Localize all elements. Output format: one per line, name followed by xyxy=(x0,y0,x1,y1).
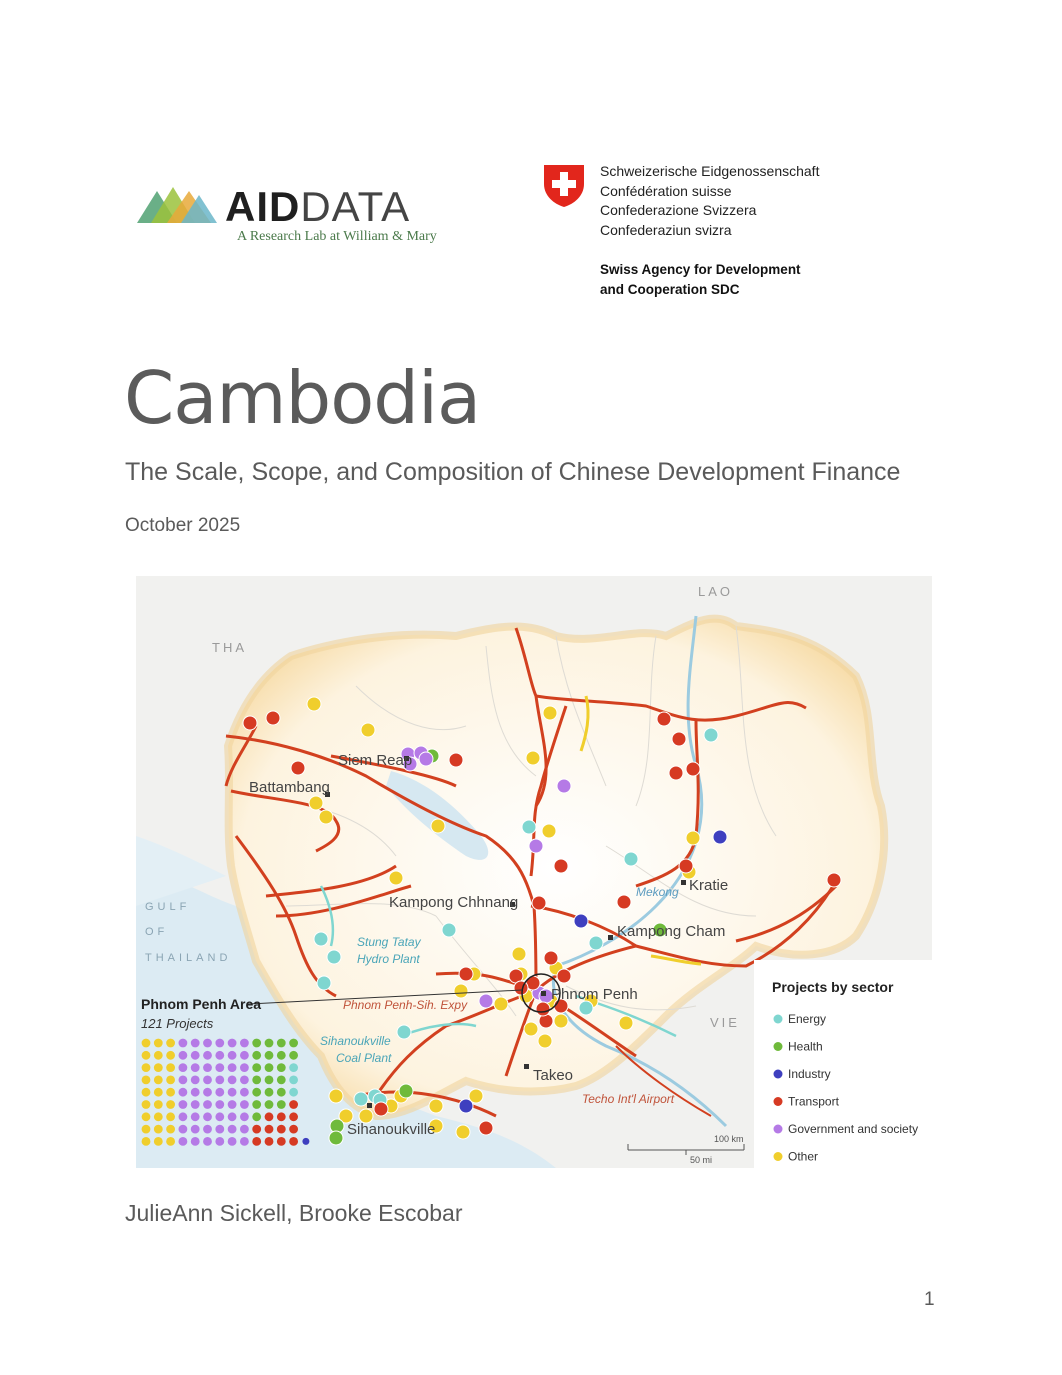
city-label-siem-reap: Siem Reap xyxy=(338,752,413,769)
inset-dot xyxy=(265,1125,274,1134)
inset-dot xyxy=(166,1100,175,1109)
inset-dot xyxy=(289,1125,298,1134)
city-label-kratie: Kratie xyxy=(689,877,729,894)
inset-dot xyxy=(252,1112,261,1121)
inset-dot xyxy=(228,1100,237,1109)
inset-dot xyxy=(252,1051,261,1060)
legend-swatch-4 xyxy=(774,1125,783,1134)
inset-dot xyxy=(252,1063,261,1072)
inset-dot xyxy=(142,1088,151,1097)
inset-dot xyxy=(191,1051,200,1060)
inset-dot xyxy=(203,1100,212,1109)
inset-dot xyxy=(289,1112,298,1121)
annotation-expressway: Phnom Penh-Sih. Expy xyxy=(343,998,468,1012)
inset-dot xyxy=(191,1100,200,1109)
swiss-name-fr: Confédération suisse xyxy=(600,183,732,199)
inset-dot xyxy=(203,1112,212,1121)
inset-dot xyxy=(154,1051,163,1060)
inset-dot xyxy=(179,1063,188,1072)
inset-dot xyxy=(240,1100,249,1109)
inset-dot xyxy=(142,1125,151,1134)
river-label-mekong: Mekong xyxy=(636,885,679,899)
aiddata-tagline: A Research Lab at William & Mary xyxy=(237,229,437,244)
city-label-kampong-cham: Kampong Cham xyxy=(617,923,726,940)
city-label-phnom-penh: Phnom Penh xyxy=(551,986,638,1003)
inset-dot xyxy=(240,1125,249,1134)
inset-dot xyxy=(252,1125,261,1134)
inset-dot xyxy=(179,1039,188,1048)
inset-dot xyxy=(142,1076,151,1085)
inset-dot xyxy=(252,1076,261,1085)
inset-dot xyxy=(265,1039,274,1048)
inset-dot xyxy=(265,1100,274,1109)
legend-swatch-0 xyxy=(774,1015,783,1024)
page-subtitle: The Scale, Scope, and Composition of Chinese Development Finance xyxy=(125,458,901,486)
inset-dot xyxy=(277,1112,286,1121)
inset-dot xyxy=(277,1076,286,1085)
inset-dot xyxy=(252,1088,261,1097)
inset-dot xyxy=(191,1088,200,1097)
inset-dot xyxy=(179,1112,188,1121)
inset-dot xyxy=(277,1051,286,1060)
annotation-stung-tatay-1: Stung Tatay xyxy=(357,935,421,949)
swiss-name-de: Schweizerische Eidgenossenschaft xyxy=(600,163,820,179)
inset-dot xyxy=(166,1125,175,1134)
inset-dot xyxy=(289,1076,298,1085)
inset-dot xyxy=(277,1063,286,1072)
inset-dot xyxy=(154,1137,163,1146)
inset-dot xyxy=(265,1051,274,1060)
inset-dot xyxy=(142,1039,151,1048)
inset-dot xyxy=(215,1137,224,1146)
inset-dot xyxy=(240,1063,249,1072)
inset-title: Phnom Penh Area xyxy=(141,996,262,1012)
inset-dot xyxy=(166,1112,175,1121)
sea-label-2: OF xyxy=(145,926,169,938)
inset-dot xyxy=(265,1088,274,1097)
inset-dot xyxy=(252,1039,261,1048)
inset-subtitle: 121 Projects xyxy=(141,1016,214,1031)
aiddata-wordmark: AIDDATA xyxy=(225,183,411,230)
inset-dot xyxy=(215,1063,224,1072)
inset-dot xyxy=(265,1112,274,1121)
inset-dot xyxy=(215,1125,224,1134)
inset-dot xyxy=(179,1137,188,1146)
inset-dot xyxy=(302,1138,309,1145)
inset-dot xyxy=(179,1051,188,1060)
inset-dot xyxy=(215,1088,224,1097)
inset-dot xyxy=(142,1100,151,1109)
inset-dot xyxy=(289,1100,298,1109)
inset-dot xyxy=(228,1039,237,1048)
inset-dot xyxy=(277,1039,286,1048)
annotation-airport: Techo Int'l Airport xyxy=(582,1092,675,1106)
inset-dot xyxy=(203,1063,212,1072)
inset-dot xyxy=(215,1051,224,1060)
inset-dot xyxy=(277,1137,286,1146)
inset-dot xyxy=(289,1039,298,1048)
inset-dot xyxy=(203,1137,212,1146)
inset-dot xyxy=(166,1039,175,1048)
swiss-name-it: Confederazione Svizzera xyxy=(600,202,757,218)
inset-dot xyxy=(265,1063,274,1072)
legend-label-3: Transport xyxy=(788,1094,839,1109)
inset-dot xyxy=(142,1063,151,1072)
inset-dot xyxy=(252,1100,261,1109)
scale-mi-label: 50 mi xyxy=(690,1155,713,1165)
legend-label-4: Government and society xyxy=(788,1122,919,1136)
inset-dot xyxy=(228,1112,237,1121)
inset-dot xyxy=(142,1137,151,1146)
country-label-vie: VIE xyxy=(710,1015,740,1030)
inset-dot xyxy=(265,1137,274,1146)
inset-dot xyxy=(240,1039,249,1048)
inset-dot xyxy=(179,1125,188,1134)
inset-dot xyxy=(179,1076,188,1085)
inset-dot xyxy=(154,1112,163,1121)
inset-dot xyxy=(289,1063,298,1072)
legend-label-2: Industry xyxy=(788,1067,831,1081)
inset-dot xyxy=(154,1088,163,1097)
inset-dot xyxy=(203,1088,212,1097)
inset-dot xyxy=(166,1063,175,1072)
swiss-name-rm: Confederaziun svizra xyxy=(600,222,732,238)
inset-dot xyxy=(166,1137,175,1146)
annotation-stung-tatay-2: Hydro Plant xyxy=(357,952,420,966)
inset-dot xyxy=(191,1112,200,1121)
sea-label-1: GULF xyxy=(145,901,191,913)
inset-dot xyxy=(215,1076,224,1085)
inset-dot xyxy=(154,1100,163,1109)
inset-dot xyxy=(203,1125,212,1134)
inset-dot xyxy=(228,1051,237,1060)
swiss-agency-line-1: Swiss Agency for Development xyxy=(600,262,801,277)
inset-dot xyxy=(289,1137,298,1146)
report-date: October 2025 xyxy=(125,515,241,536)
cambodia-map xyxy=(136,576,932,1168)
inset-dot xyxy=(215,1112,224,1121)
map-svg xyxy=(136,576,932,1168)
legend-swatch-3 xyxy=(774,1097,783,1106)
inset-dot xyxy=(154,1076,163,1085)
inset-dot xyxy=(240,1088,249,1097)
inset-dot xyxy=(142,1051,151,1060)
inset-dot xyxy=(166,1051,175,1060)
inset-dot xyxy=(277,1125,286,1134)
inset-dot xyxy=(289,1051,298,1060)
inset-dot xyxy=(154,1063,163,1072)
legend-swatch-2 xyxy=(774,1070,783,1079)
inset-dot xyxy=(203,1051,212,1060)
country-label-tha: THA xyxy=(212,640,247,655)
city-label-kampong-chhnang: Kampong Chhnang xyxy=(389,894,519,911)
inset-dot xyxy=(240,1051,249,1060)
inset-dot xyxy=(240,1112,249,1121)
authors: JulieAnn Sickell, Brooke Escobar xyxy=(125,1200,463,1226)
inset-dot xyxy=(228,1088,237,1097)
inset-dot xyxy=(142,1112,151,1121)
inset-dot xyxy=(265,1076,274,1085)
city-label-sihanoukville: Sihanoukville xyxy=(347,1121,436,1138)
inset-dot xyxy=(191,1137,200,1146)
inset-dot xyxy=(191,1039,200,1048)
inset-dot xyxy=(191,1063,200,1072)
inset-dot xyxy=(228,1137,237,1146)
scale-km-label: 100 km xyxy=(714,1134,744,1144)
inset-dot xyxy=(228,1063,237,1072)
inset-dot xyxy=(240,1137,249,1146)
legend-label-1: Health xyxy=(788,1039,823,1054)
inset-dot xyxy=(191,1125,200,1134)
inset-dot xyxy=(166,1076,175,1085)
inset-dot xyxy=(252,1137,261,1146)
sea-label-3: THAILAND xyxy=(145,952,232,964)
inset-dot xyxy=(166,1088,175,1097)
inset-dot xyxy=(228,1076,237,1085)
annotation-sihanoukville-2: Coal Plant xyxy=(336,1051,392,1065)
inset-dot xyxy=(240,1076,249,1085)
swiss-shield-icon xyxy=(543,164,585,208)
inset-dot xyxy=(154,1039,163,1048)
inset-dot xyxy=(215,1039,224,1048)
legend-swatch-1 xyxy=(774,1042,783,1051)
swiss-agency-line-2: and Cooperation SDC xyxy=(600,282,740,297)
page-number: 1 xyxy=(924,1289,935,1310)
inset-dot xyxy=(179,1088,188,1097)
legend-label-5: Other xyxy=(788,1149,819,1164)
inset-dot xyxy=(179,1100,188,1109)
inset-dot xyxy=(228,1125,237,1134)
inset-dot xyxy=(191,1076,200,1085)
annotation-sihanoukville-1: Sihanoukville xyxy=(320,1034,391,1048)
city-label-takeo: Takeo xyxy=(533,1067,574,1084)
inset-dot xyxy=(277,1100,286,1109)
inset-dot xyxy=(289,1088,298,1097)
inset-dot xyxy=(203,1039,212,1048)
legend-label-0: Energy xyxy=(788,1012,827,1026)
inset-dot xyxy=(203,1076,212,1085)
country-label-lao: LAO xyxy=(698,584,734,599)
legend-title: Projects by sector xyxy=(772,979,894,995)
inset-dot xyxy=(215,1100,224,1109)
legend-swatch-5 xyxy=(774,1152,783,1161)
inset-dot xyxy=(277,1088,286,1097)
inset-dot xyxy=(154,1125,163,1134)
page-title: Cambodia xyxy=(124,356,481,440)
city-label-battambang: Battambang xyxy=(249,779,330,796)
